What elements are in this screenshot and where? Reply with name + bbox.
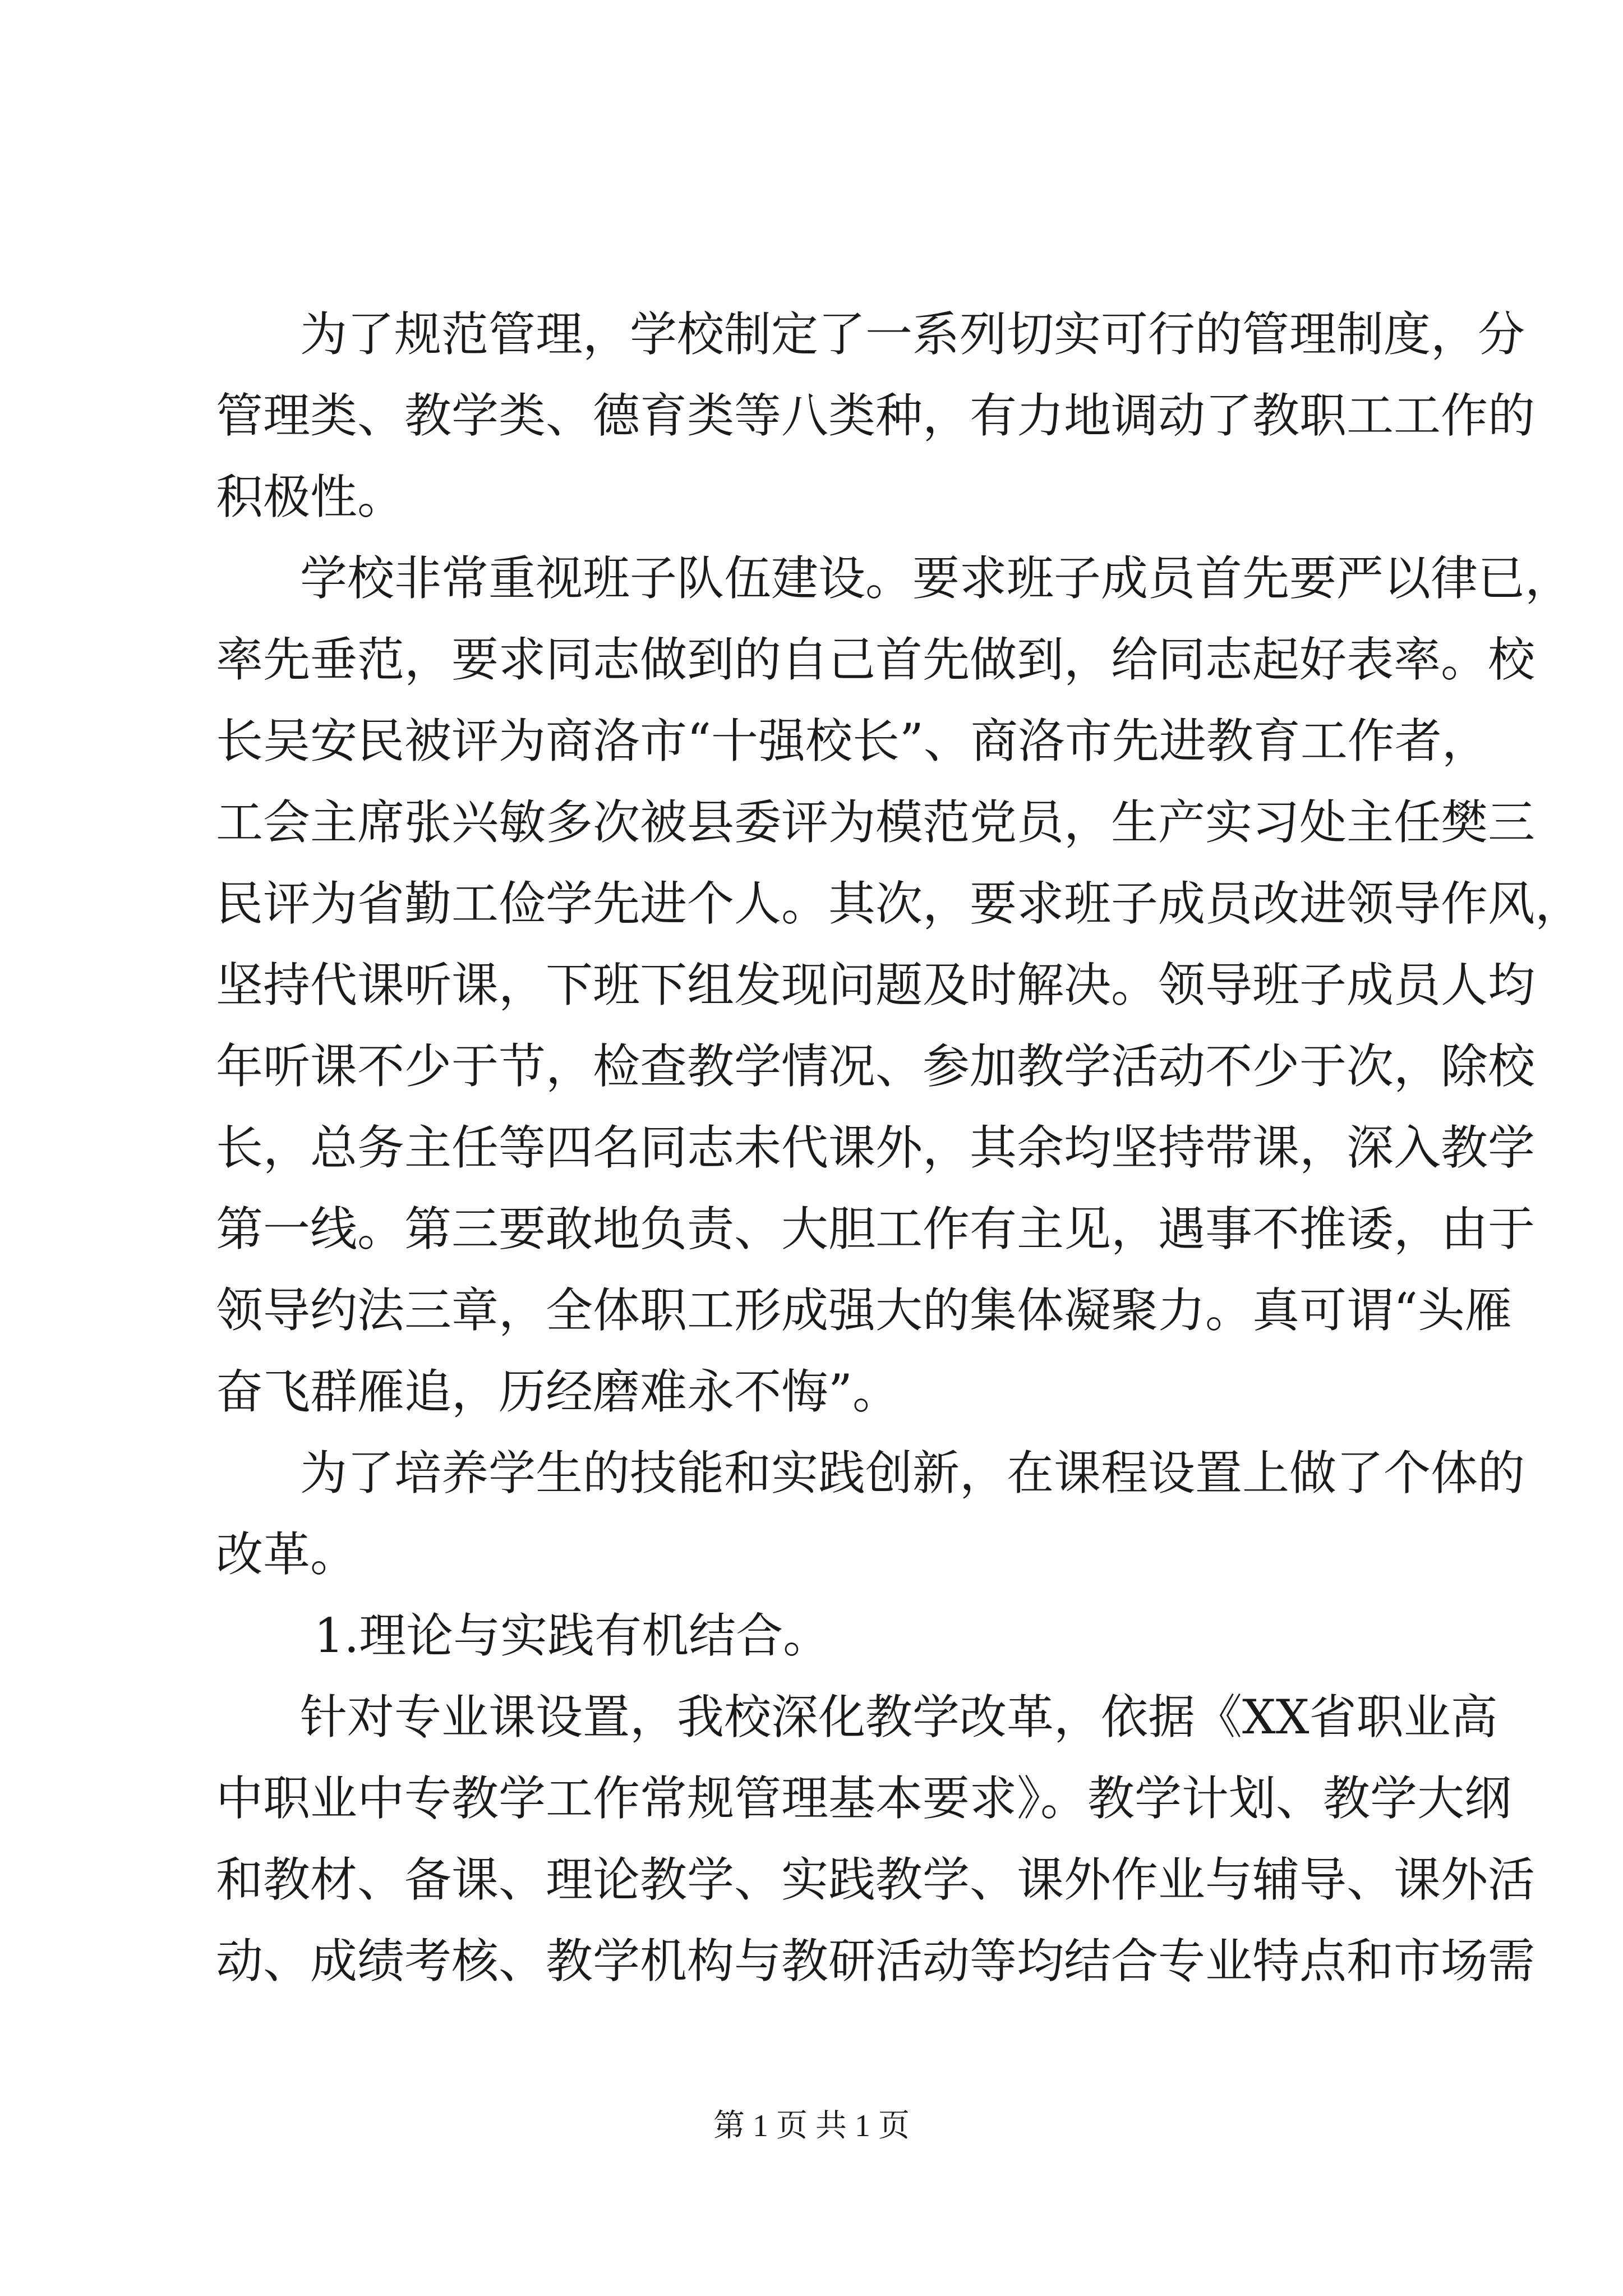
paragraph-line: 针对专业课设置，我校深化教学改革，依据《XX省职业高 — [300, 1690, 1498, 1745]
paragraph-line: 长，总务主任等四名同志未代课外，其余均坚持带课，深入教学 — [216, 1120, 1536, 1175]
paragraph-line: 和教材、备课、理论教学、实践教学、课外作业与辅导、课外活 — [216, 1852, 1536, 1907]
paragraph-line: 长吴安民被评为商洛市“十强校长”、商洛市先进教育工作者， — [216, 714, 1489, 769]
paragraph-line: 率先垂范，要求同志做到的自己首先做到，给同志起好表率。校 — [216, 632, 1536, 687]
list-item-heading: 1.理论与实践有机结合。 — [314, 1608, 831, 1663]
paragraph-line: 奋飞群雁追，历经磨难永不悔”。 — [216, 1364, 900, 1419]
paragraph-line: 改革。 — [216, 1527, 358, 1582]
paragraph-line: 民评为省勤工俭学先进个人。其次，要求班子成员改进领导作风， — [216, 876, 1583, 931]
paragraph-line: 坚持代课听课，下班下组发现问题及时解决。领导班子成员人均 — [216, 958, 1536, 1013]
paragraph-line: 管理类、教学类、德育类等八类种，有力地调动了教职工工作的 — [216, 388, 1536, 443]
paragraph-line: 动、成绩考核、教学机构与教研活动等均结合专业特点和市场需 — [216, 1934, 1536, 1989]
paragraph-line: 工会主席张兴敏多次被县委评为模范党员，生产实习处主任樊三 — [216, 795, 1536, 850]
paragraph-line: 中职业中专教学工作常规管理基本要求》。教学计划、教学大纲 — [216, 1771, 1512, 1826]
paragraph-line: 学校非常重视班子队伍建设。要求班子成员首先要严以律已， — [300, 551, 1573, 606]
paragraph-line: 第一线。第三要敢地负责、大胆工作有主见，遇事不推诿，由于 — [216, 1202, 1536, 1257]
paragraph-line: 为了培养学生的技能和实践创新，在课程设置上做了个体的 — [300, 1446, 1525, 1501]
page-number-footer: 第 1 页 共 1 页 — [713, 2109, 910, 2143]
paragraph-line: 年听课不少于节，检查教学情况、参加教学活动不少于次，除校 — [216, 1039, 1536, 1094]
paragraph-line: 领导约法三章，全体职工形成强大的集体凝聚力。真可谓“头雁 — [216, 1283, 1512, 1338]
paragraph-line: 积极性。 — [216, 470, 405, 524]
paragraph-line: 为了规范管理，学校制定了一系列切实可行的管理制度，分 — [300, 307, 1525, 362]
